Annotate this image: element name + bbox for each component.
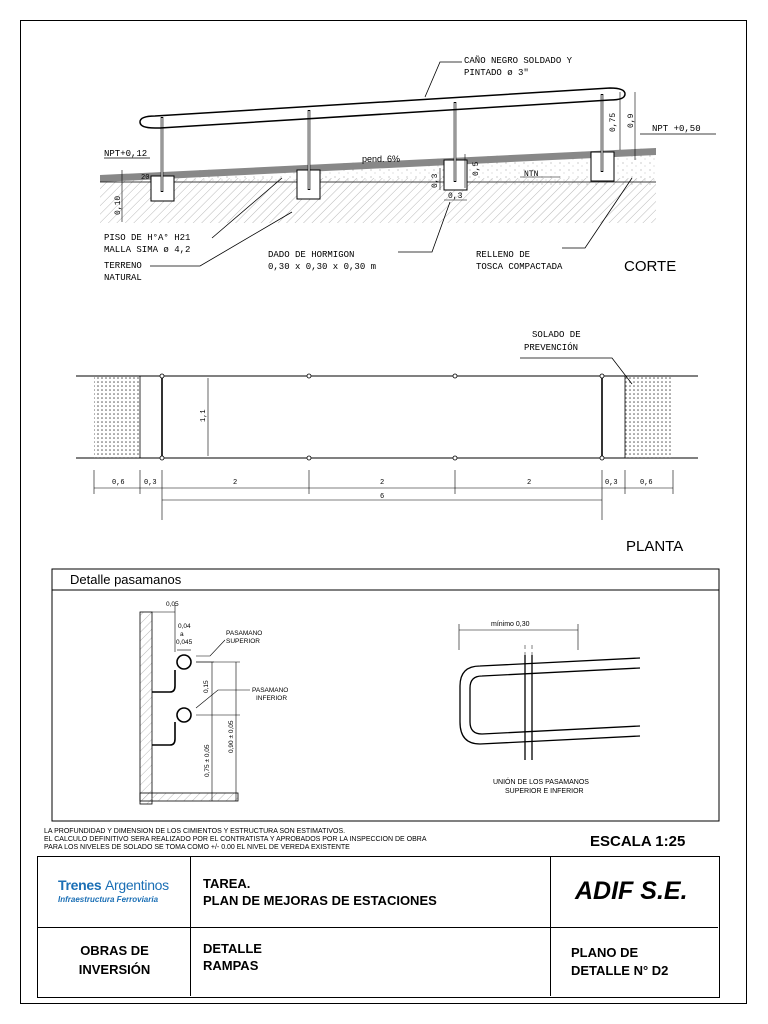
plan-number-cell: [551, 928, 718, 996]
npt-right: NPT +0,50: [652, 124, 701, 134]
dim-05: 0,5: [472, 161, 481, 176]
works-line2: INVERSIÓN: [78, 962, 151, 977]
fill-callout-line2: TOSCA COMPACTADA: [476, 262, 563, 272]
fill-callout-line1: RELLENO DE: [476, 250, 531, 260]
task-cell: [191, 857, 551, 928]
floor-callout-line1: PISO DE H°A° H21: [104, 233, 191, 243]
ground-callout-line2: NATURAL: [104, 273, 142, 283]
plan-dim-0: 0,6: [112, 479, 125, 487]
dim-075-detail: 0,75 ± 0,05: [204, 744, 211, 777]
tactile-paving-left: [94, 376, 140, 458]
dim-005: 0,05: [166, 601, 179, 608]
paving-callout-line2: PREVENCIÓN: [524, 343, 579, 353]
company-cell: [551, 857, 718, 928]
company-name: ADIF S.E.: [575, 877, 688, 905]
slope-label: pend. 6%: [362, 154, 401, 164]
dim-0045: 0,045: [176, 639, 193, 646]
block-callout-line2: 0,30 x 0,30 x 0,30 m: [268, 262, 377, 272]
note-1: LA PROFUNDIDAD Y DIMENSION DE LOS CIMIENTOS Y ESTRUCTURA SON ESTIMATIVOS.: [44, 828, 346, 835]
dim-03-horizontal: 0,3: [448, 192, 463, 201]
pipe-callout-line2: PINTADO ø 3": [464, 68, 529, 78]
plan-dim-4: 2: [527, 479, 532, 487]
planta-plan: [76, 330, 698, 555]
general-notes: [44, 828, 544, 852]
title-block: [37, 856, 720, 998]
pipe-callout-line1: CAÑO NEGRO SOLDADO Y: [464, 56, 573, 66]
corte-section: [100, 55, 716, 283]
plan-dim-5: 0,3: [605, 479, 618, 487]
detail-line2: RAMPAS: [203, 958, 259, 973]
detail-title: Detalle pasamanos: [70, 572, 182, 587]
ntn-label: NTN: [524, 170, 539, 179]
brand-name-a: Trenes: [58, 877, 102, 893]
paving-callout-line1: SOLADO DE: [532, 330, 581, 340]
plan-line2: DETALLE N° D2: [571, 963, 669, 978]
detail-line1: DETALLE: [203, 941, 262, 956]
brand-subtitle: Infraestructura Ferroviaria: [58, 895, 159, 904]
min-distance-label: mínimo 0,30: [491, 621, 530, 628]
note-2: EL CALCULO DEFINITIVO SERA REALIZADO POR EL CONTRATISTA Y APROBADOS POR LA INSPECCION DE OBRA: [44, 836, 427, 843]
tactile-paving-right: [625, 376, 673, 458]
dim-09: 0,9: [627, 113, 636, 128]
works-line1: OBRAS DE: [80, 943, 149, 958]
npt-left: NPT+0,12: [104, 149, 148, 159]
floor-callout-line2: MALLA SIMA ø 4,2: [104, 245, 191, 255]
plan-dim-3: 2: [380, 479, 385, 487]
union-label2: SUPERIOR E INFERIOR: [505, 788, 584, 795]
dim-a: a: [180, 631, 184, 638]
plan-dim-1: 0,3: [144, 479, 157, 487]
detail-box: [52, 569, 719, 821]
dim-20: 20: [141, 174, 150, 182]
lower-rail-section: [177, 708, 191, 722]
plan-width-dim: 1,1: [200, 409, 208, 422]
works-cell: [38, 928, 191, 996]
handrail-pipe: [140, 88, 625, 128]
plan-total-dim: 6: [380, 493, 385, 501]
scale-label: ESCALA 1:25: [590, 833, 686, 850]
task-value: PLAN DE MEJORAS DE ESTACIONES: [203, 893, 437, 908]
planta-title: PLANTA: [626, 538, 684, 555]
dim-075: 0,75: [609, 112, 618, 132]
dim-015: 0,15: [203, 680, 210, 693]
dim-010: 0,10: [114, 195, 123, 215]
upper-rail-label2: SUPERIOR: [226, 638, 260, 645]
plan-line1: PLANO DE: [571, 945, 639, 960]
lower-rail-label1: PASAMANO: [252, 687, 289, 694]
brand-logo: [38, 857, 191, 928]
block-callout-line1: DADO DE HORMIGON: [268, 250, 355, 260]
lower-rail-label2: INFERIOR: [256, 695, 288, 702]
brand-name-b: Argentinos: [104, 877, 169, 893]
upper-rail-section: [177, 655, 191, 669]
note-3: PARA LOS NIVELES DE SOLADO SE TOMA COMO +/- 0.00 EL NIVEL DE VEREDA EXISTENTE: [44, 844, 350, 851]
wall: [140, 612, 152, 804]
rail-union: [460, 655, 640, 760]
plan-dim-2: 2: [233, 479, 238, 487]
corte-title: CORTE: [624, 258, 677, 275]
task-label: TAREA.: [203, 876, 251, 891]
dim-03-vertical: 0,3: [431, 173, 440, 188]
detail-cell: [191, 928, 551, 996]
dim-004: 0,04: [178, 623, 191, 630]
dim-090: 0,90 ± 0,05: [228, 720, 235, 753]
ground-callout-line1: TERRENO: [104, 261, 142, 271]
union-label1: UNIÓN DE LOS PASAMANOS: [493, 779, 589, 786]
upper-rail-label1: PASAMANO: [226, 630, 263, 637]
plan-dim-6: 0,6: [640, 479, 653, 487]
